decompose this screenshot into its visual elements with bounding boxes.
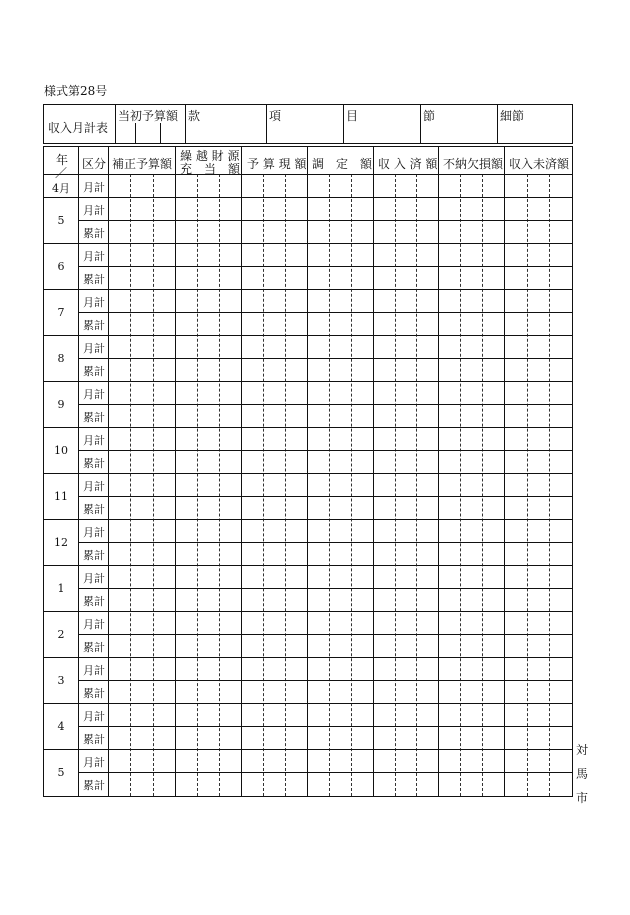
ledger-grid: [43, 146, 573, 797]
row-divider: [44, 197, 572, 198]
month-label: 10: [54, 444, 68, 457]
corrected-budget-label: 補正予算額: [112, 157, 173, 171]
row-label-monthly: 月計: [83, 618, 105, 631]
row-label-cumulative: 累計: [83, 595, 105, 608]
row-divider: [44, 243, 572, 244]
column-divider: [241, 147, 242, 796]
moku-label: 目: [346, 109, 359, 123]
row-label-cumulative: 累計: [83, 319, 105, 332]
row-label-cumulative: 累計: [83, 457, 105, 470]
sub-row-divider: [78, 404, 572, 405]
row-divider: [44, 749, 572, 750]
header-table: [43, 104, 573, 144]
assessed-label: 調 定 額: [312, 157, 373, 171]
kou-label: 項: [269, 109, 282, 123]
row-label-monthly: 月計: [83, 181, 105, 194]
row-label-cumulative: 累計: [83, 641, 105, 654]
header-divider: [44, 174, 572, 175]
month-label: 1: [57, 582, 65, 595]
sub-row-divider: [78, 496, 572, 497]
april-label: 4月: [52, 182, 70, 195]
row-label-cumulative: 累計: [83, 779, 105, 792]
form-number: 様式第28号: [44, 84, 108, 98]
row-label-monthly: 月計: [83, 250, 105, 263]
sub-row-divider: [78, 358, 572, 359]
row-label-cumulative: 累計: [83, 687, 105, 700]
row-divider: [44, 611, 572, 612]
month-label: 11: [54, 490, 68, 503]
slash-label: ／: [55, 166, 68, 180]
row-divider: [44, 565, 572, 566]
carryover-label-2: 充 当 額: [180, 162, 241, 176]
row-label-monthly: 月計: [83, 296, 105, 309]
row-label-monthly: 月計: [83, 756, 105, 769]
month-label: 5: [57, 214, 65, 227]
saisetsu-label: 細節: [500, 109, 525, 123]
row-label-monthly: 月計: [83, 664, 105, 677]
row-label-cumulative: 累計: [83, 411, 105, 424]
kubun-label: 区分: [82, 157, 107, 171]
setsu-label: 節: [423, 109, 436, 123]
column-divider: [175, 147, 176, 796]
sub-row-divider: [78, 542, 572, 543]
row-label-monthly: 月計: [83, 526, 105, 539]
sub-row-divider: [78, 772, 572, 773]
month-label: 5: [57, 766, 65, 779]
row-label-monthly: 月計: [83, 710, 105, 723]
row-divider: [44, 335, 572, 336]
row-divider: [44, 519, 572, 520]
month-label: 3: [57, 674, 65, 687]
month-label: 4: [57, 720, 65, 733]
uncollected-label: 収入未済額: [509, 157, 570, 171]
sub-row-divider: [78, 450, 572, 451]
sub-row-divider: [78, 726, 572, 727]
row-divider: [44, 381, 572, 382]
column-divider: [438, 147, 439, 796]
row-label-monthly: 月計: [83, 342, 105, 355]
column-divider: [307, 147, 308, 796]
month-label: 9: [57, 398, 65, 411]
month-label: 6: [57, 260, 65, 273]
row-label-cumulative: 累計: [83, 365, 105, 378]
sub-row-divider: [78, 220, 572, 221]
collected-label: 収 入 済 額: [378, 157, 438, 171]
month-label: 12: [54, 536, 68, 549]
carryover-label-1: 繰 越 財 源: [180, 149, 240, 163]
row-divider: [44, 289, 572, 290]
current-budget-label: 予 算 現 額: [247, 157, 307, 171]
kan-label: 款: [188, 109, 201, 123]
row-label-monthly: 月計: [83, 434, 105, 447]
column-divider: [504, 147, 505, 796]
form-title: 収入月計表: [48, 121, 109, 135]
row-label-monthly: 月計: [83, 480, 105, 493]
month-label: 7: [57, 306, 65, 319]
deficit-loss-label: 不納欠損額: [443, 157, 504, 171]
city-name: 対馬市: [576, 743, 589, 805]
sub-row-divider: [78, 312, 572, 313]
initial-budget-label: 当初予算額: [118, 109, 179, 123]
sub-row-divider: [78, 680, 572, 681]
row-label-cumulative: 累計: [83, 549, 105, 562]
column-divider: [373, 147, 374, 796]
row-label-cumulative: 累計: [83, 733, 105, 746]
row-label-monthly: 月計: [83, 572, 105, 585]
row-divider: [44, 427, 572, 428]
year-label: 年: [56, 153, 69, 167]
month-label: 8: [57, 352, 65, 365]
row-divider: [44, 473, 572, 474]
row-label-cumulative: 累計: [83, 227, 105, 240]
row-label-monthly: 月計: [83, 388, 105, 401]
row-label-cumulative: 累計: [83, 273, 105, 286]
row-divider: [44, 703, 572, 704]
row-label-cumulative: 累計: [83, 503, 105, 516]
sub-row-divider: [78, 588, 572, 589]
sub-row-divider: [78, 634, 572, 635]
sub-row-divider: [78, 266, 572, 267]
row-divider: [44, 657, 572, 658]
row-label-monthly: 月計: [83, 204, 105, 217]
month-label: 2: [57, 628, 65, 641]
